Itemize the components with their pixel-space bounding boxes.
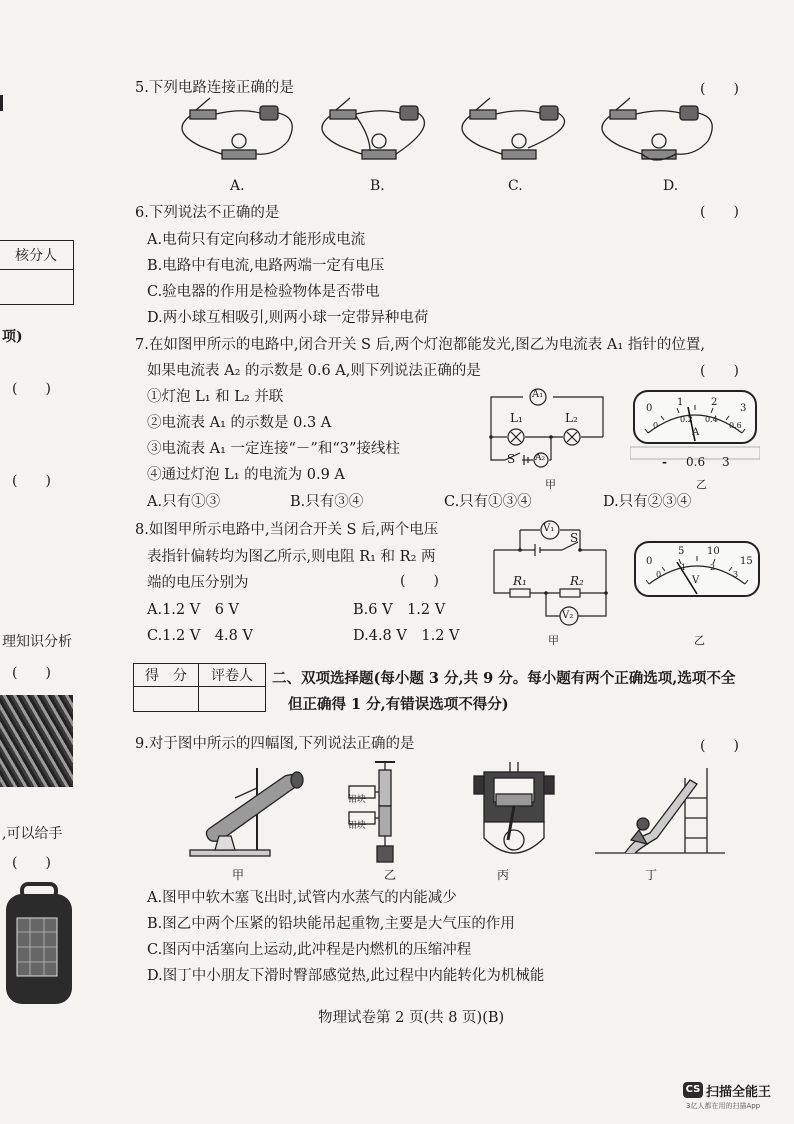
- q8-answer-paren: ( ): [400, 573, 439, 589]
- q8-label-v2: V₂: [562, 610, 574, 621]
- margin-paren-3: ( ): [12, 665, 51, 681]
- q7-label-l1: L₁: [510, 411, 523, 425]
- q9-fig-slide: [595, 768, 725, 853]
- q5-label-c: C.: [508, 178, 523, 194]
- q7-meter-inner-0: 0: [653, 421, 659, 430]
- q9-option-c: C.图丙中活塞向上运动,此冲程是内燃机的压缩冲程: [147, 942, 472, 958]
- q7-stem-line2: 如果电流表 A₂ 的示数是 0.6 A,则下列说法正确的是: [147, 363, 481, 379]
- q9-stem: 9.对于图中所示的四幅图,下列说法正确的是: [135, 736, 415, 752]
- q7-meter-top-0: 0: [646, 403, 653, 414]
- scanner-subtitle: 3亿人都在用的扫描App: [686, 1102, 761, 1110]
- q5-label-a: A.: [230, 178, 245, 194]
- margin-mark: [0, 95, 3, 111]
- q9-fig-label-jia: 甲: [232, 868, 245, 882]
- q7-statement-3: ③电流表 A₁ 一定连接“－”和“3”接线柱: [147, 441, 400, 457]
- q8-meter-top-3: 15: [740, 556, 753, 567]
- q9-option-a: A.图甲中软木塞飞出时,试管内水蒸气的内能减少: [147, 890, 457, 906]
- q8-fig-jia: 甲: [548, 634, 559, 647]
- page-footer: 物理试卷第 2 页(共 8 页)(B): [318, 1010, 505, 1026]
- scanner-title: 扫描全能王: [706, 1085, 772, 1100]
- scanner-logo-icon: [683, 1082, 703, 1098]
- q9-fig-test-tube: [190, 768, 303, 856]
- q8-option-a: A.1.2 V 6 V: [147, 602, 240, 618]
- q8-stem-line3: 端的电压分别为: [147, 575, 249, 591]
- q6-stem: 6.下列说法不正确的是: [135, 205, 280, 221]
- q5-circuit-d: [602, 98, 712, 160]
- q9-fig-engine: [474, 762, 554, 853]
- q7-terminal-minus: -: [662, 455, 667, 469]
- q9-lead-label-1: 铅块: [348, 795, 367, 805]
- section2-title-line1: 二、双项选择题(每小题 3 分,共 9 分。每小题有两个正确选项,选项不全: [272, 670, 736, 687]
- q8-meter-top-0: 0: [646, 556, 653, 567]
- q7-stem-line1: 7.在如图甲所示的电路中,闭合开关 S 后,两个灯泡都能发光,图乙为电流表 A₁ 指针的位置,: [135, 337, 705, 353]
- q9-fig-label-bing: 丙: [497, 868, 510, 882]
- q7-option-c: C.只有①③④: [444, 494, 532, 510]
- score-label: 得 分: [134, 664, 199, 687]
- q7-meter-inner-1: 0.2: [680, 415, 693, 424]
- q7-label-s: S: [507, 452, 516, 466]
- q6-option-d: D.两小球互相吸引,则两小球一定带异种电荷: [147, 310, 429, 326]
- q9-fig-label-yi: 乙: [384, 868, 397, 882]
- q7-statement-2: ②电流表 A₁ 的示数是 0.3 A: [147, 415, 332, 431]
- margin-photo: [0, 695, 73, 787]
- q9-option-d: D.图丁中小朋友下滑时臀部感觉热,此过程中内能转化为机械能: [147, 968, 545, 984]
- q7-terminal-3: 3: [722, 455, 730, 469]
- q8-option-b: B.6 V 1.2 V: [353, 602, 446, 618]
- backpack-image: [0, 880, 80, 1010]
- q8-label-s: S: [570, 531, 579, 545]
- q5-circuit-b: [322, 98, 424, 159]
- q6-option-b: B.电路中有电流,电路两端一定有电压: [147, 258, 385, 274]
- margin-paren-1: ( ): [12, 381, 51, 397]
- q7-label-l2: L₂: [565, 411, 578, 425]
- q7-terminal-06: 0.6: [686, 455, 706, 469]
- margin-fragment-1: 项): [2, 329, 23, 345]
- q7-option-a: A.只有①③: [147, 494, 221, 510]
- q7-meter-inner-2: 0.4: [705, 415, 718, 424]
- q8-stem-line2: 表指针偏转均为图乙所示,则电阻 R₁ 和 R₂ 两: [147, 549, 436, 565]
- margin-paren-4: ( ): [12, 855, 51, 871]
- q5-stem: 5.下列电路连接正确的是: [135, 80, 294, 96]
- q5-circuit-c: [462, 98, 565, 159]
- q7-circuit-diagram: [485, 385, 607, 470]
- q8-circuit-diagram: [490, 520, 610, 630]
- q9-fig-label-ding: 丁: [645, 868, 658, 882]
- q5-circuit-diagrams: [170, 96, 730, 196]
- q7-option-d: D.只有②③④: [603, 494, 692, 510]
- q8-fig-yi: 乙: [694, 634, 705, 647]
- q8-option-c: C.1.2 V 4.8 V: [147, 628, 253, 644]
- grader-empty-cell: [0, 270, 74, 305]
- margin-fragment-2: 理知识分析: [2, 634, 72, 650]
- q9-option-b: B.图乙中两个压紧的铅块能吊起重物,主要是大气压的作用: [147, 916, 515, 932]
- scanner-watermark: [683, 1080, 791, 1116]
- q8-label-r1: R₁: [513, 574, 527, 588]
- q8-meter-inner-1: 1: [681, 563, 687, 572]
- q9-lead-label-2: 铅块: [348, 821, 367, 831]
- q7-statement-1: ①灯泡 L₁ 和 L₂ 并联: [147, 389, 284, 405]
- grader-cell: [199, 687, 266, 712]
- q9-answer-paren: ( ): [700, 738, 739, 754]
- q5-circuit-a: [182, 98, 292, 159]
- score-cell: [134, 687, 199, 712]
- q8-meter-inner-3: 3: [733, 570, 739, 579]
- section2-title-line2: 但正确得 1 分,有错误选项不得分): [288, 696, 509, 713]
- q7-meter-top-1: 1: [677, 397, 684, 408]
- q9-figures: [185, 758, 745, 873]
- q5-answer-paren: ( ): [700, 81, 739, 97]
- q7-statement-4: ④通过灯泡 L₁ 的电流为 0.9 A: [147, 467, 345, 483]
- q7-meter-inner-3: 0.6: [729, 421, 742, 430]
- q7-option-b: B.只有③④: [290, 494, 364, 510]
- q8-voltmeter: [633, 540, 761, 600]
- scanner-logo-text: CS: [685, 1084, 701, 1095]
- q7-fig-jia: 甲: [545, 478, 556, 491]
- q8-stem-line1: 8.如图甲所示电路中,当闭合开关 S 后,两个电压: [135, 522, 439, 538]
- q8-meter-unit: V: [692, 575, 700, 586]
- q6-answer-paren: ( ): [700, 204, 739, 220]
- q7-meter-top-2: 2: [711, 397, 718, 408]
- q7-answer-paren: ( ): [700, 363, 739, 379]
- q7-meter-unit: A: [692, 427, 700, 438]
- score-table: [133, 663, 266, 712]
- q8-meter-top-1: 5: [678, 546, 685, 557]
- q5-label-b: B.: [370, 178, 385, 194]
- q9-fig-lead-blocks: [349, 762, 395, 862]
- q6-option-a: A.电荷只有定向移动才能形成电流: [147, 232, 366, 248]
- q8-meter-inner-2: 2: [710, 563, 716, 572]
- q6-option-c: C.验电器的作用是检验物体是否带电: [147, 284, 380, 300]
- q8-meter-top-2: 10: [707, 546, 720, 557]
- q8-option-d: D.4.8 V 1.2 V: [353, 628, 460, 644]
- margin-fragment-3: ,可以给手: [2, 826, 63, 842]
- q8-meter-inner-0: 0: [656, 570, 662, 579]
- q7-meter-top-3: 3: [740, 403, 747, 414]
- q8-label-v1: V₁: [543, 523, 555, 534]
- grader-table: [0, 240, 74, 305]
- q7-fig-yi: 乙: [696, 478, 707, 491]
- q7-label-a2: A₂: [535, 453, 546, 463]
- q8-label-r2: R₂: [570, 574, 584, 588]
- q5-label-d: D.: [663, 178, 679, 194]
- grader-label: 评卷人: [199, 664, 266, 687]
- q7-label-a1: A₁: [532, 389, 544, 400]
- margin-paren-2: ( ): [12, 473, 51, 489]
- grader-header-cell: 核分人: [0, 241, 74, 270]
- left-margin: [0, 0, 100, 1124]
